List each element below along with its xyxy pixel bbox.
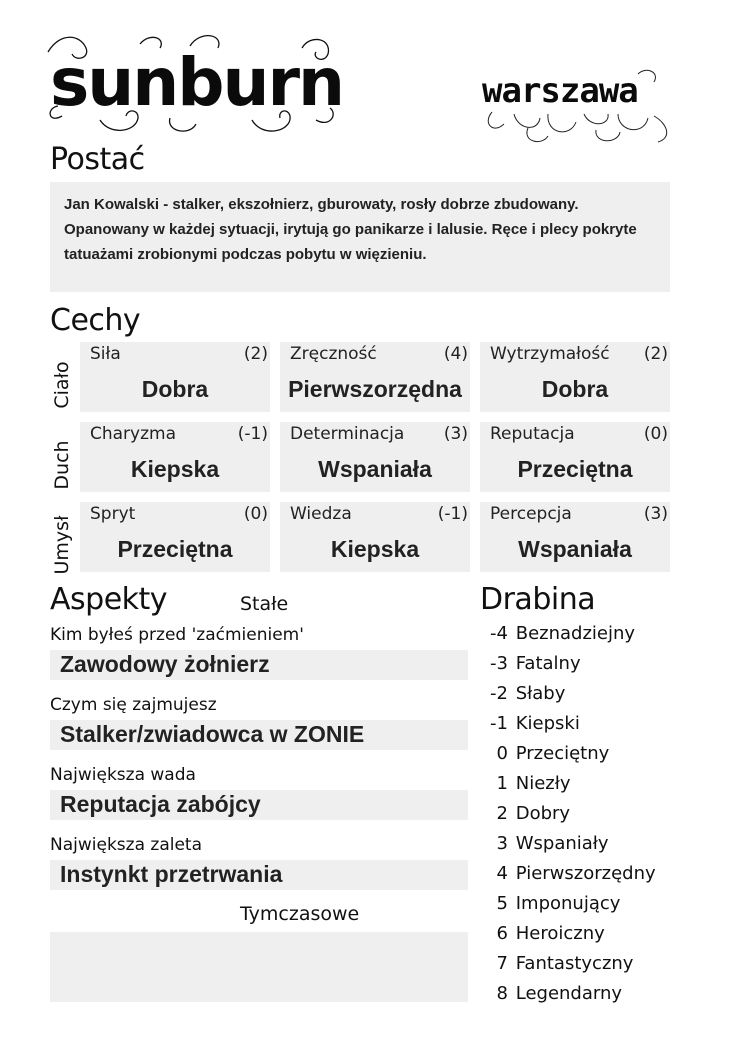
ladder-item bbox=[478, 713, 580, 734]
ladder-label: Pierwszorzędny bbox=[515, 863, 656, 884]
ladder-label: Przeciętny bbox=[515, 743, 610, 764]
aspect-question: Kim byłeś przed 'zaćmieniem' bbox=[50, 625, 304, 645]
aspect-answer: Zawodowy żołnierz bbox=[60, 651, 270, 677]
row-label-duch: Duch bbox=[51, 440, 73, 490]
ladder-label: Wspaniały bbox=[515, 833, 609, 854]
ladder-number: 6 bbox=[496, 923, 508, 944]
trait-modifier: (0) bbox=[243, 504, 268, 524]
ladder-number: 3 bbox=[496, 833, 508, 854]
ladder-item bbox=[478, 653, 581, 674]
ladder-item bbox=[478, 983, 622, 1004]
trait-modifier: (2) bbox=[643, 344, 668, 364]
trait-rank: Kiepska bbox=[130, 456, 220, 482]
trait-cell-wytrzymalosc bbox=[480, 342, 670, 412]
trait-modifier: (2) bbox=[243, 344, 268, 364]
trait-cell-determinacja bbox=[280, 422, 470, 492]
trait-cell-spryt bbox=[80, 502, 270, 572]
temporary-aspects-box bbox=[50, 932, 468, 1002]
ladder-number: 0 bbox=[496, 743, 508, 764]
aspect-answer-box bbox=[50, 790, 468, 820]
ladder-number: 4 bbox=[496, 863, 508, 884]
ladder-item bbox=[478, 803, 570, 824]
ladder-label: Fantastyczny bbox=[515, 953, 634, 974]
ladder-label: Dobry bbox=[515, 803, 571, 824]
trait-rank: Przeciętna bbox=[517, 456, 633, 482]
sunburn-logo bbox=[40, 28, 344, 138]
ladder-label: Legendarny bbox=[515, 983, 623, 1004]
ladder-label: Kiepski bbox=[515, 713, 580, 734]
aspect-answer-box bbox=[50, 650, 468, 680]
ladder-number: 7 bbox=[496, 953, 508, 974]
trait-name: Zręczność bbox=[290, 344, 377, 364]
trait-modifier: (-1) bbox=[437, 504, 468, 524]
ladder-label: Heroiczny bbox=[515, 923, 605, 944]
trait-cell-sila bbox=[80, 342, 270, 412]
trait-rank: Wspaniała bbox=[318, 456, 432, 482]
aspect-question: Czym się zajmujesz bbox=[50, 695, 217, 715]
trait-name: Percepcja bbox=[490, 504, 572, 524]
ladder-item bbox=[478, 623, 635, 644]
ladder-number: -2 bbox=[490, 683, 508, 704]
logo-text: sunburn bbox=[50, 44, 344, 121]
ladder-label: Imponujący bbox=[515, 893, 621, 914]
aspect-answer: Instynkt przetrwania bbox=[60, 861, 283, 887]
ladder-label: Fatalny bbox=[515, 653, 581, 674]
ladder-label: Słaby bbox=[515, 683, 566, 704]
trait-rank: Dobra bbox=[541, 376, 609, 402]
ladder-number: 5 bbox=[496, 893, 508, 914]
trait-name: Wiedza bbox=[290, 504, 352, 524]
trait-name: Wytrzymałość bbox=[490, 344, 610, 364]
trait-modifier: (3) bbox=[643, 504, 668, 524]
trait-name: Reputacja bbox=[490, 424, 575, 444]
trait-cell-wiedza bbox=[280, 502, 470, 572]
aspect-answer-box bbox=[50, 720, 468, 750]
ladder-item bbox=[478, 953, 633, 974]
ladder-number: -1 bbox=[490, 713, 508, 734]
trait-rank: Pierwszorzędna bbox=[288, 376, 462, 402]
ladder-number: -4 bbox=[490, 623, 508, 644]
trait-modifier: (-1) bbox=[237, 424, 268, 444]
section-aspekty-heading: Aspekty bbox=[50, 582, 168, 617]
bio-text: Jan Kowalski - stalker, ekszołnierz, gburowaty, rosły dobrze zbudowany. Opanowany w każdej sytuacji, irytują go panikarze i lalusie. Ręce i plecy pokryte tatuażami zrobionymi podczas pobytu w więzieniu. bbox=[64, 196, 637, 263]
trait-rank: Wspaniała bbox=[518, 536, 632, 562]
trait-modifier: (3) bbox=[443, 424, 468, 444]
trait-modifier: (4) bbox=[443, 344, 468, 364]
ladder-number: 2 bbox=[496, 803, 508, 824]
ladder-item bbox=[478, 893, 620, 914]
temporary-aspects-label: Tymczasowe bbox=[240, 903, 360, 925]
row-label-umysl: Umysł bbox=[51, 515, 73, 575]
ladder-item bbox=[478, 773, 571, 794]
ladder-label: Beznadziejny bbox=[515, 623, 636, 644]
trait-name: Charyzma bbox=[90, 424, 177, 444]
trait-name: Determinacja bbox=[290, 424, 405, 444]
ladder-label: Niezły bbox=[515, 773, 571, 794]
section-drabina-heading: Drabina bbox=[480, 582, 596, 617]
trait-cell-percepcja bbox=[480, 502, 670, 572]
warszawa-logo bbox=[478, 68, 678, 148]
bio-box bbox=[50, 182, 670, 292]
ladder-item bbox=[478, 743, 609, 764]
aspect-answer-box bbox=[50, 860, 468, 890]
trait-cell-reputacja bbox=[480, 422, 670, 492]
ladder-number: 1 bbox=[496, 773, 508, 794]
trait-name: Spryt bbox=[90, 504, 136, 524]
trait-rank: Kiepska bbox=[330, 536, 420, 562]
row-label-cialo: Ciało bbox=[51, 361, 73, 409]
ladder-item bbox=[478, 683, 565, 704]
ladder-number: 8 bbox=[496, 983, 508, 1004]
ladder-item bbox=[478, 863, 656, 884]
aspect-answer: Stalker/zwiadowca w ZONIE bbox=[60, 721, 365, 747]
trait-cell-zrecznosc bbox=[280, 342, 470, 412]
ladder-item bbox=[478, 833, 609, 854]
trait-cell-charyzma bbox=[80, 422, 270, 492]
ladder-number: -3 bbox=[490, 653, 508, 674]
aspect-answer: Reputacja zabójcy bbox=[60, 791, 261, 817]
trait-rank: Przeciętna bbox=[117, 536, 233, 562]
city-text: warszawa bbox=[482, 71, 638, 111]
aspect-question: Największa zaleta bbox=[50, 835, 202, 855]
fixed-aspects-label: Stałe bbox=[240, 593, 289, 615]
trait-rank: Dobra bbox=[141, 376, 209, 402]
section-postac-heading: Postać bbox=[50, 142, 145, 177]
section-cechy-heading: Cechy bbox=[50, 303, 141, 338]
trait-name: Siła bbox=[90, 344, 121, 364]
aspect-question: Największa wada bbox=[50, 765, 196, 785]
ladder-item bbox=[478, 923, 605, 944]
trait-modifier: (0) bbox=[643, 424, 668, 444]
